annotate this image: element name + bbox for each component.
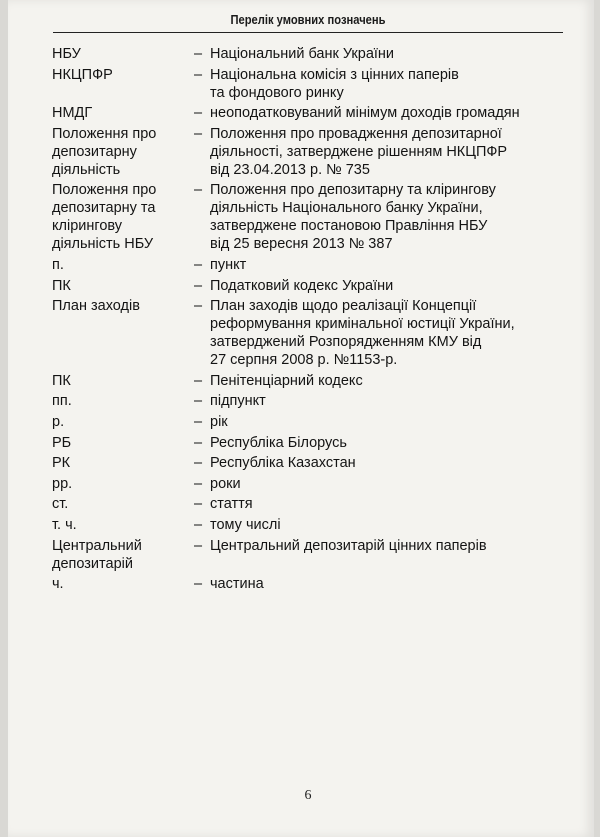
abbreviation-term: пп. [52,393,72,410]
abbreviation-definition: Республіка Білорусь [210,434,347,451]
glossary-entry [52,297,572,369]
glossary-entry [52,575,572,593]
glossary-entry [52,372,572,390]
abbreviation-term: План заходів [52,298,140,315]
abbreviation-term: ПК [52,277,71,294]
entry-dash: – [194,66,203,83]
abbreviation-term: рр. [52,475,73,492]
abbreviation-definition: тому числі [210,516,281,533]
abbreviation-list [52,45,572,596]
definition-block [194,125,572,179]
entry-dash: – [194,182,203,199]
glossary-entry [52,181,572,253]
abbreviation-definition: План заходів щодо реалізації Концепції реформування кримінальної юстиції України, затверджений Розпорядженням КМУ від 27 серпня 2008 р. №1153-р. [210,298,515,369]
abbreviation-term: РК [52,455,71,472]
abbreviation-definition: Положення про депозитарну та клірингову діяльність Національного банку України, затверджене постановою Правління НБУ від 25 вересня 2013 № 387 [210,182,496,253]
definition-block [194,181,572,253]
definition-block [194,475,572,493]
abbreviation-term: НМДГ [52,105,93,122]
abbreviation-definition: підпункт [210,393,266,410]
glossary-entry [52,66,572,102]
entry-dash: – [194,125,203,142]
abbreviation-term: РБ [52,434,72,451]
glossary-entry [52,434,572,452]
entry-dash: – [194,105,203,122]
glossary-entry [52,392,572,410]
header-rule [53,32,563,33]
entry-dash: – [194,372,203,389]
abbreviation-term: ст. [52,496,69,513]
definition-block [194,495,572,513]
entry-dash: – [194,413,203,430]
abbreviation-definition: роки [210,475,241,492]
definition-block [194,516,572,534]
definition-block [194,454,572,472]
abbreviation-definition: Національна комісія з цінних паперів та фондового ринку [210,66,459,101]
book-page [8,0,594,837]
definition-block [194,413,572,431]
glossary-entry [52,475,572,493]
glossary-entry [52,413,572,431]
abbreviation-definition: Центральний депозитарій цінних паперів [210,537,487,554]
definition-block [194,575,572,593]
glossary-entry [52,537,572,573]
glossary-entry [52,454,572,472]
running-header: Перелік умовних позначень [230,12,386,27]
glossary-entry [52,125,572,179]
glossary-entry [52,277,572,295]
definition-block [194,434,572,452]
abbreviation-term: п. [52,256,64,273]
abbreviation-definition: Пенітенціарний кодекс [210,372,363,389]
entry-dash: – [194,256,203,273]
page-number: 6 [304,788,312,803]
abbreviation-definition: стаття [210,496,253,513]
abbreviation-definition: пункт [210,256,247,273]
entry-dash: – [194,434,203,451]
definition-block [194,392,572,410]
entry-dash: – [194,496,203,513]
glossary-entry [52,495,572,513]
abbreviation-definition: Положення про провадження депозитарної діяльності, затверджене рішенням НКЦПФР від 23.04.2013 р. № 735 [210,125,508,178]
abbreviation-definition: Податковий кодекс України [210,277,394,294]
abbreviation-term: Положення про депозитарну та клірингову діяльність НБУ [52,182,157,253]
abbreviation-definition: рік [210,413,228,430]
glossary-entry [52,45,572,63]
abbreviation-term: НКЦПФР [52,66,113,83]
abbreviation-term: р. [52,413,65,430]
abbreviation-term: т. ч. [52,516,77,533]
abbreviation-definition: Республіка Казахстан [210,455,356,472]
entry-dash: – [194,516,203,533]
abbreviation-definition: неоподатковуваний мінімум доходів громадян [210,105,520,122]
glossary-entry [52,104,572,122]
glossary-entry [52,516,572,534]
entry-dash: – [194,576,203,593]
definition-block [194,277,572,295]
definition-block [194,297,572,369]
abbreviation-term: ч. [52,576,64,593]
definition-block [194,537,572,573]
abbreviation-term: Центральний депозитарій [52,537,142,572]
entry-dash: – [194,277,203,294]
abbreviation-term: ПК [52,372,71,389]
definition-block [194,45,572,63]
abbreviation-term: Положення про депозитарну діяльність [52,125,157,178]
glossary-entry [52,256,572,274]
abbreviation-term: НБУ [52,46,81,62]
definition-block [194,66,572,102]
entry-dash: – [194,475,203,492]
definition-block [194,256,572,274]
entry-dash: – [194,393,203,410]
abbreviation-definition: Національний банк України [210,46,395,62]
entry-dash: – [194,298,203,315]
entry-dash: – [194,46,203,62]
abbreviation-definition: частина [210,576,264,593]
definition-block [194,104,572,122]
entry-dash: – [194,537,203,554]
entry-dash: – [194,455,203,472]
definition-block [194,372,572,390]
